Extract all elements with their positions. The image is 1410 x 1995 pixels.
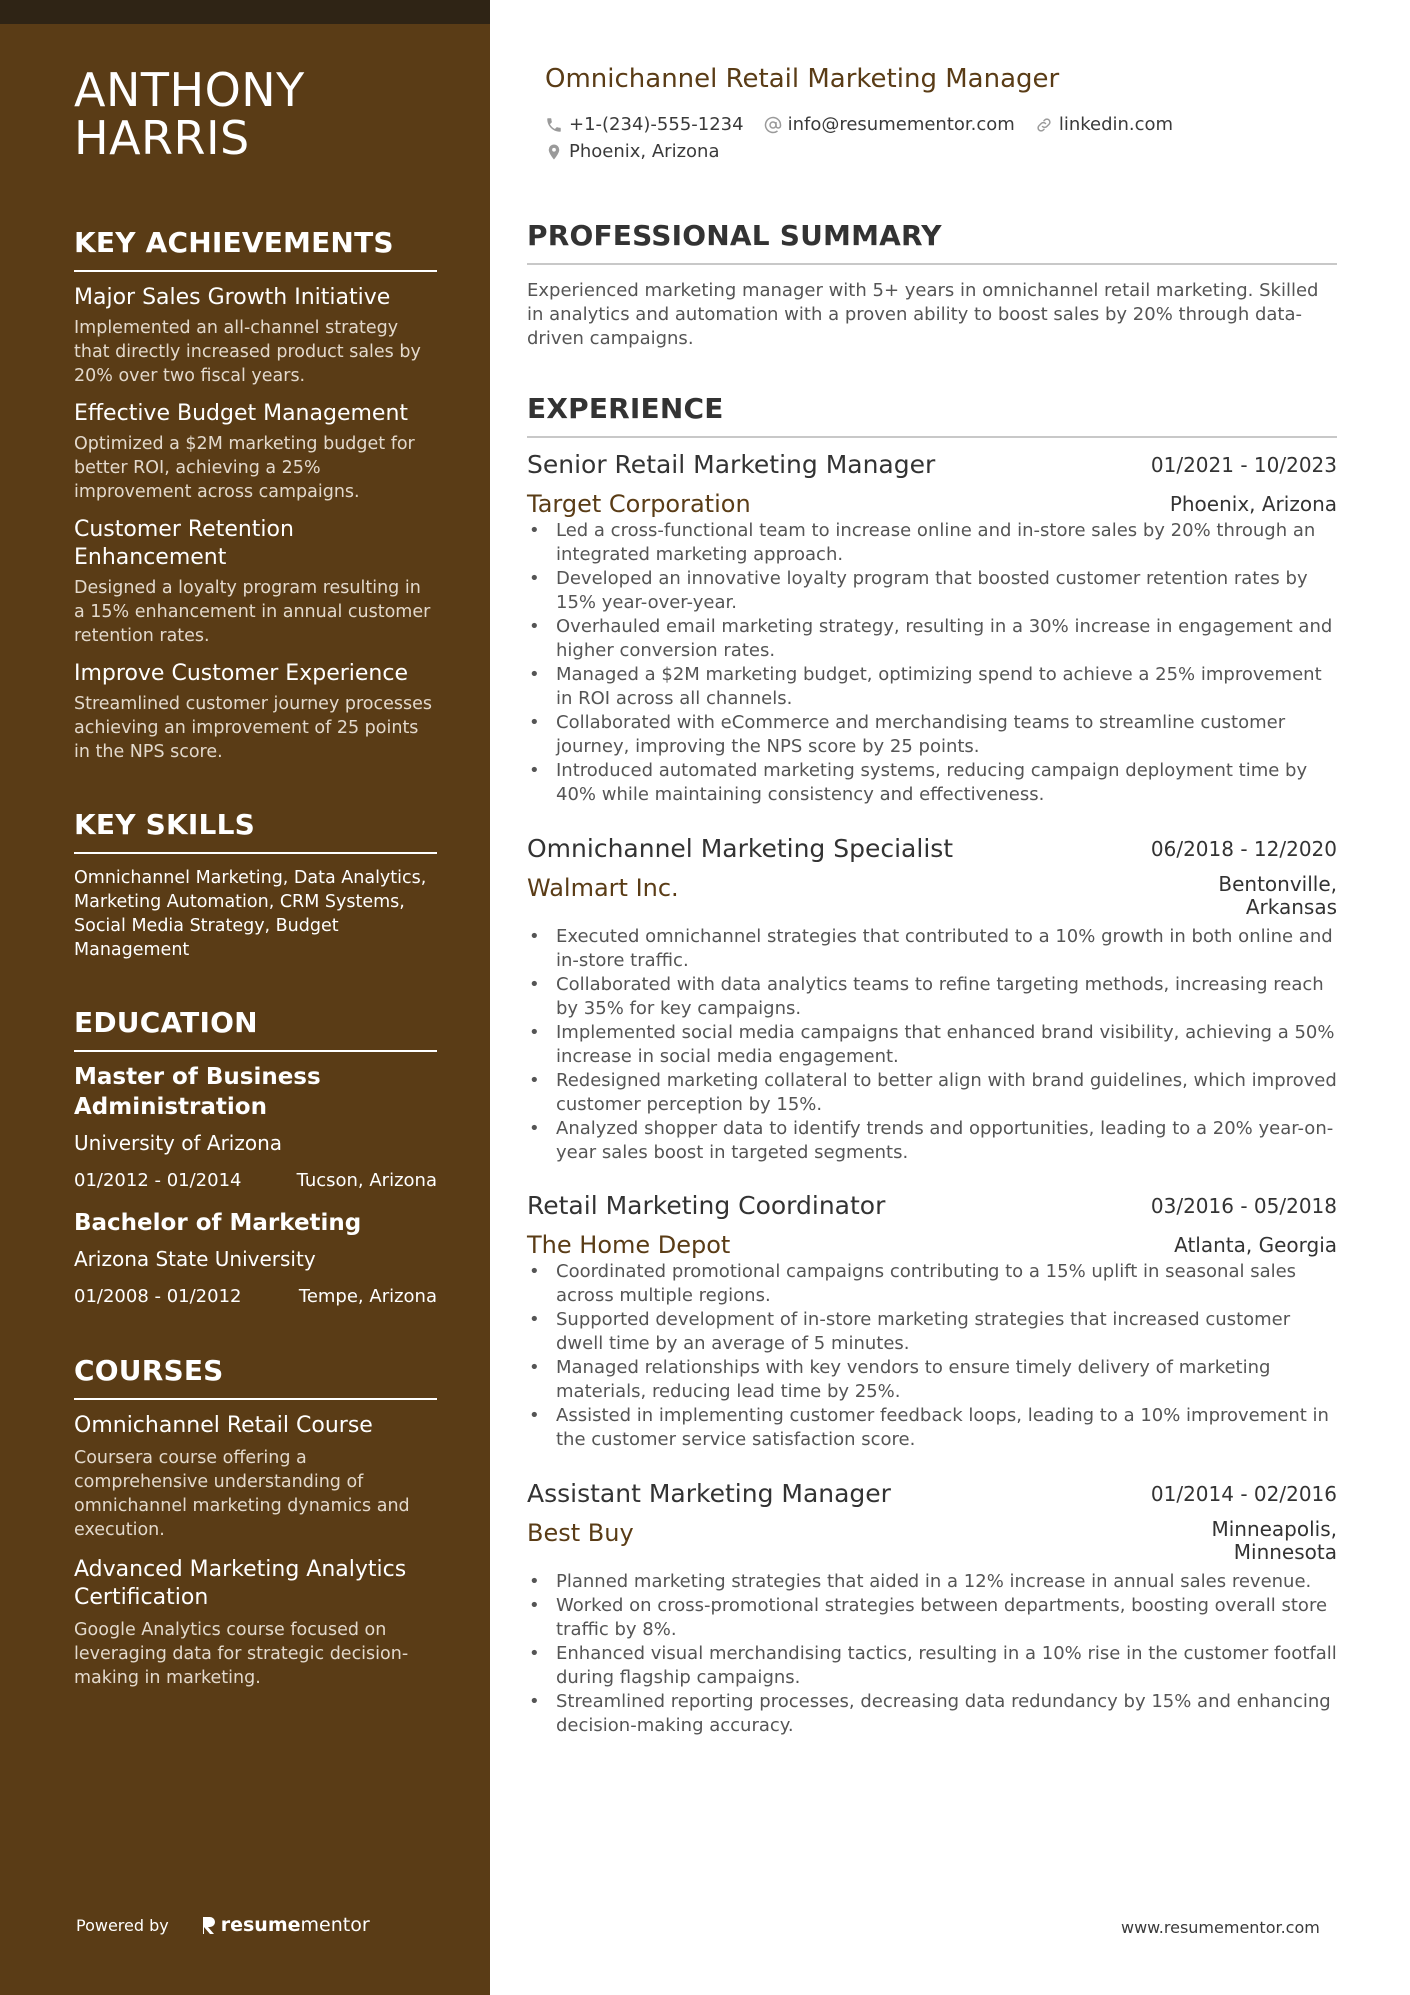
education-degree: Bachelor of Marketing <box>74 1210 362 1236</box>
job-bullet: • Executed omnichannel strategies that contributed to a 10% growth in both online and in-store traffic. <box>527 925 1337 973</box>
job-bullet: • Assisted in implementing customer feedback loops, leading to a 10% improvement in the customer service satisfaction score. <box>527 1404 1337 1452</box>
education-section <box>74 1006 437 1310</box>
skills-section <box>74 808 437 962</box>
course-description: Coursera course offering a comprehensive understanding of omnichannel marketing dynamics and execution. <box>74 1448 410 1540</box>
job-location <box>1218 873 1337 919</box>
link-icon <box>1035 116 1053 134</box>
course-description: Google Analytics course focused on leveraging data for strategic decision-making in marketing. <box>74 1620 409 1688</box>
job-bullet: • Overhauled email marketing strategy, resulting in a 30% increase in engagement and higher conversion rates. <box>527 615 1337 663</box>
experience-item <box>527 449 1337 807</box>
job-role: Senior Retail Marketing Manager <box>527 450 936 479</box>
achievement-item <box>74 516 437 648</box>
job-bullets <box>527 519 1337 807</box>
job-bullet: • Led a cross-functional team to increase online and in-store sales by 20% through an integrated marketing approach. <box>527 519 1337 567</box>
achievement-description: Designed a loyalty program resulting in a 15% enhancement in annual customer retention rates. <box>74 578 431 646</box>
education-item <box>74 1062 437 1194</box>
powered-by-label: Powered by <box>76 1915 169 1935</box>
job-bullet: • Planned marketing strategies that aided in a 12% increase in annual sales revenue. <box>527 1570 1337 1594</box>
candidate-name <box>74 63 437 165</box>
job-bullet: • Streamlined reporting processes, decreasing data redundancy by 15% and enhancing decision-making accuracy. <box>527 1690 1337 1738</box>
target-job-title: Omnichannel Retail Marketing Manager <box>545 64 1060 94</box>
job-bullet: • Analyzed shopper data to identify trends and opportunities, leading to a 20% year-on-year sales boost in targeted segments. <box>527 1117 1337 1165</box>
job-dates: 06/2018 - 12/2020 <box>1150 837 1337 861</box>
summary-heading: PROFESSIONAL SUMMARY <box>527 219 1337 265</box>
achievements-section <box>74 226 437 764</box>
education-item <box>74 1208 437 1310</box>
experience-header <box>527 1190 1337 1222</box>
contact-location <box>545 141 719 162</box>
job-bullet: • Redesigned marketing collateral to better align with brand guidelines, which improved customer perception by 15%. <box>527 1069 1337 1117</box>
achievement-title: Improve Customer Experience <box>74 661 408 686</box>
achievement-item <box>74 660 437 764</box>
job-bullet: • Enhanced visual merchandising tactics, resulting in a 10% rise in the customer footfall during flagship campaigns. <box>527 1642 1337 1690</box>
education-degree: Master of Business Administration <box>74 1064 321 1120</box>
education-heading: EDUCATION <box>74 1006 437 1052</box>
experience-section <box>527 392 1337 438</box>
experience-header <box>527 449 1337 481</box>
job-company: Best Buy <box>527 1519 634 1547</box>
education-school: Arizona State University <box>74 1247 316 1271</box>
contact-phone[interactable] <box>545 114 744 135</box>
experience-subheader <box>527 1518 1337 1564</box>
education-location: Tucson, Arizona <box>296 1170 437 1191</box>
achievement-title: Customer Retention Enhancement <box>74 517 294 570</box>
job-bullet: • Collaborated with data analytics teams to refine targeting methods, increasing reach by 35% for key campaigns. <box>527 973 1337 1021</box>
job-location-state: Arkansas <box>1245 895 1337 919</box>
resumementor-logo[interactable] <box>201 1914 370 1936</box>
job-location: Phoenix, Arizona <box>1169 492 1337 516</box>
education-meta <box>74 1284 437 1310</box>
job-company: Walmart Inc. <box>527 874 679 902</box>
job-dates: 01/2021 - 10/2023 <box>1150 453 1337 477</box>
course-title: Advanced Marketing Analytics Certification <box>74 1557 407 1610</box>
courses-heading: COURSES <box>74 1354 437 1400</box>
contact-row-location <box>545 141 739 162</box>
experience-item <box>527 1190 1337 1452</box>
job-role: Omnichannel Marketing Specialist <box>527 834 954 863</box>
sidebar-top-bar <box>0 0 490 24</box>
job-bullets <box>527 1260 1337 1452</box>
name-last: HARRIS <box>74 111 250 165</box>
location-text: Phoenix, Arizona <box>569 141 720 162</box>
achievement-description: Implemented an all-channel strategy that directly increased product sales by 20% over two fiscal years. <box>74 318 421 386</box>
experience-subheader <box>527 489 1337 519</box>
experience-subheader <box>527 1230 1337 1260</box>
job-bullets <box>527 1570 1337 1738</box>
course-item <box>74 1412 437 1542</box>
achievement-description: Streamlined customer journey processes achieving an improvement of 25 points in the NPS score. <box>74 694 432 762</box>
summary-text: Experienced marketing manager with 5+ years in omnichannel retail marketing. Skilled in analytics and automation with a proven ability to boost sales by 20% through data-driven campaigns. <box>527 280 1319 349</box>
job-location: Atlanta, Georgia <box>1174 1233 1337 1257</box>
education-dates: 01/2008 - 01/2012 <box>74 1286 242 1307</box>
job-bullet: • Implemented social media campaigns that enhanced brand visibility, achieving a 50% increase in social media engagement. <box>527 1021 1337 1069</box>
contact-row <box>545 114 1193 135</box>
contact-linkedin[interactable] <box>1035 114 1173 135</box>
achievements-heading: KEY ACHIEVEMENTS <box>74 226 437 272</box>
job-dates: 01/2014 - 02/2016 <box>1150 1482 1337 1506</box>
experience-item <box>527 833 1337 1165</box>
job-bullet: • Collaborated with eCommerce and merchandising teams to streamline customer journey, improving the NPS score by 25 points. <box>527 711 1337 759</box>
skills-list: Omnichannel Marketing, Data Analytics, Marketing Automation, CRM Systems, Social Media Strategy, Budget Management <box>74 868 427 960</box>
education-meta <box>74 1168 437 1194</box>
contact-email[interactable] <box>764 114 1015 135</box>
job-dates: 03/2016 - 05/2018 <box>1150 1194 1337 1218</box>
job-bullet: • Introduced automated marketing systems, reducing campaign deployment time by 40% while maintaining consistency and effectiveness. <box>527 759 1337 807</box>
resumementor-logo-icon <box>201 1915 217 1935</box>
achievement-item <box>74 400 437 504</box>
at-icon <box>764 116 782 134</box>
job-location-city: Bentonville, <box>1218 872 1337 896</box>
experience-heading: EXPERIENCE <box>527 392 1337 438</box>
job-bullet: • Worked on cross-promotional strategies between departments, boosting overall store traffic by 8%. <box>527 1594 1337 1642</box>
sidebar <box>0 0 490 1995</box>
email-text: info@resumementor.com <box>787 114 1015 135</box>
courses-section <box>74 1354 437 1690</box>
job-company: The Home Depot <box>527 1231 731 1259</box>
job-bullet: • Coordinated promotional campaigns contributing to a 15% uplift in seasonal sales across multiple regions. <box>527 1260 1337 1308</box>
job-company: Target Corporation <box>527 490 751 518</box>
location-pin-icon <box>545 143 563 161</box>
job-role: Assistant Marketing Manager <box>527 1479 891 1508</box>
experience-subheader <box>527 873 1337 919</box>
job-location-state: Minnesota <box>1233 1540 1337 1564</box>
name-first: ANTHONY <box>74 63 305 117</box>
education-location: Tempe, Arizona <box>298 1286 437 1307</box>
experience-item <box>527 1478 1337 1738</box>
course-title: Omnichannel Retail Course <box>74 1413 373 1438</box>
sidebar-content <box>74 63 437 1690</box>
job-bullets <box>527 925 1337 1165</box>
job-bullet: • Developed an innovative loyalty program that boosted customer retention rates by 15% year-over-year. <box>527 567 1337 615</box>
brand-rest: mentor <box>300 1914 370 1936</box>
experience-header <box>527 833 1337 865</box>
education-dates: 01/2012 - 01/2014 <box>74 1170 242 1191</box>
skills-heading: KEY SKILLS <box>74 808 437 854</box>
achievement-title: Major Sales Growth Initiative <box>74 285 391 310</box>
course-item <box>74 1556 437 1690</box>
brand-bold: resume <box>220 1914 301 1936</box>
job-location-city: Minneapolis, <box>1211 1517 1337 1541</box>
achievement-description: Optimized a $2M marketing budget for better ROI, achieving a 25% improvement across campaigns. <box>74 434 415 502</box>
job-bullet: • Managed relationships with key vendors to ensure timely delivery of marketing materials, reducing lead time by 25%. <box>527 1356 1337 1404</box>
job-bullet: • Managed a $2M marketing budget, optimizing spend to achieve a 25% improvement in ROI across all channels. <box>527 663 1337 711</box>
experience-header <box>527 1478 1337 1510</box>
job-bullet: • Supported development of in-store marketing strategies that increased customer dwell time by an average of 5 minutes. <box>527 1308 1337 1356</box>
education-school: University of Arizona <box>74 1131 283 1155</box>
phone-icon <box>545 116 563 134</box>
powered-by <box>76 1914 370 1936</box>
linkedin-text: linkedin.com <box>1058 114 1174 135</box>
summary-section <box>527 219 1337 351</box>
achievement-title: Effective Budget Management <box>74 401 409 426</box>
phone-text: +1-(234)-555-1234 <box>569 114 744 135</box>
job-location <box>1211 1518 1337 1564</box>
job-role: Retail Marketing Coordinator <box>527 1191 886 1220</box>
website-link[interactable]: www.resumementor.com <box>1121 1918 1320 1937</box>
achievement-item <box>74 284 437 388</box>
